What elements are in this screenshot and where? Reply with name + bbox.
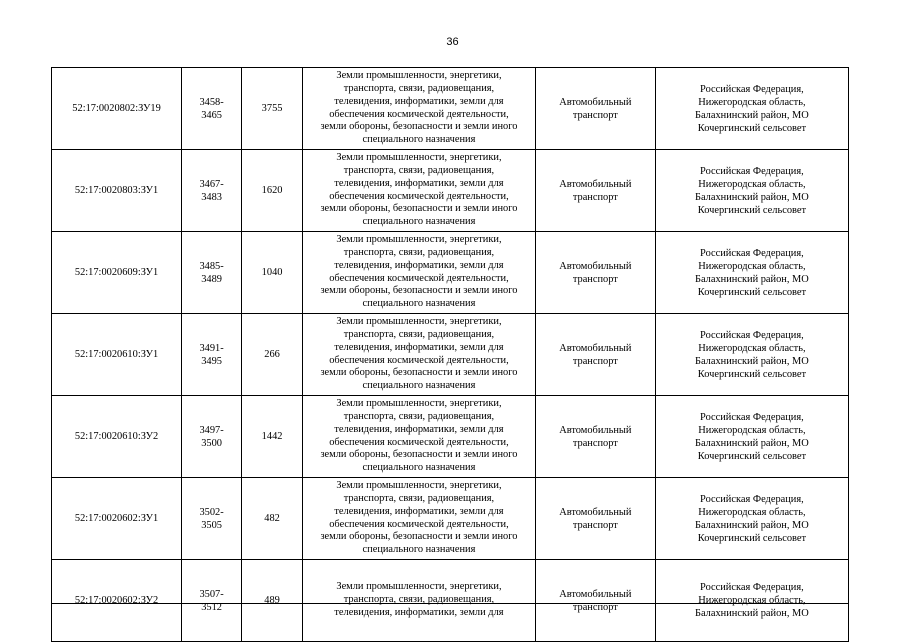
permitted-use-cell-line: Автомобильный [559,178,632,190]
permitted-use-cell-line: Автомобильный [559,588,632,600]
permitted-use-cell-line: транспорт [572,355,618,367]
location-cell-line: Кочергинский сельсовет [697,286,807,298]
permitted-use-cell-line: транспорт [572,519,618,531]
location-cell-line: Нижегородская область, [698,342,806,354]
location-cell-line: Балахнинский район, МО [695,437,809,449]
land-category-cell-line: специального назначения [362,216,476,228]
land-category-cell-line: земли обороны, безопасности и земли иного [320,367,518,379]
location-cell-line: Российская Федерация, [700,247,804,259]
location-cell-line: Нижегородская область, [698,506,806,518]
table-row [52,560,849,642]
table-body [52,68,849,642]
land-category-cell-line: специального назначения [362,298,476,310]
area-cell: 3755 [242,68,303,150]
land-category-cell [303,68,536,150]
land-category-cell-line: телевидения, информатики, земли для [334,606,504,618]
permitted-use-cell-line: транспорт [572,601,618,613]
location-cell [655,478,848,560]
cadastral-number-cell: 52:17:0020610:ЗУ1 [52,314,182,396]
location-cell-line: Кочергинский сельсовет [697,532,807,544]
boundary-points-cell [182,68,242,150]
boundary-points-cell-line: 3465 [201,109,222,121]
boundary-points-cell-line: 3458- [199,96,224,108]
location-cell [655,150,848,232]
location-cell-line: Кочергинский сельсовет [697,368,807,380]
cadastral-number-cell: 52:17:0020610:ЗУ2 [52,396,182,478]
land-category-cell [303,560,536,642]
area-cell: 489 [242,560,303,642]
boundary-points-cell [182,560,242,642]
location-cell [655,68,848,150]
table-row [52,314,849,396]
boundary-points-cell-line: 3489 [201,273,222,285]
boundary-points-cell-line: 3512 [201,601,222,613]
land-category-cell-line: обеспечения космической деятельности, [329,190,509,202]
cadastral-number-cell: 52:17:0020602:ЗУ2 [52,560,182,642]
land-category-cell-line: телевидения, информатики, земли для [334,423,504,435]
cadastral-number-cell: 52:17:0020803:ЗУ1 [52,150,182,232]
boundary-points-cell-line: 3497- [199,424,224,436]
land-category-cell-line: телевидения, информатики, земли для [334,177,504,189]
table-row [52,150,849,232]
cadastral-number-cell: 52:17:0020802:ЗУ19 [52,68,182,150]
location-cell-line: Балахнинский район, МО [695,355,809,367]
permitted-use-cell-line: транспорт [572,109,618,121]
land-category-cell-line: обеспечения космической деятельности, [329,272,509,284]
area-cell: 266 [242,314,303,396]
boundary-points-cell [182,396,242,478]
permitted-use-cell [535,150,655,232]
location-cell-line: Нижегородская область, [698,595,806,606]
boundary-points-cell [182,150,242,232]
cadastral-number-cell: 52:17:0020602:ЗУ1 [52,478,182,560]
land-plots-table-container [51,67,849,619]
location-cell-line: Нижегородская область, [698,96,806,108]
area-cell: 482 [242,478,303,560]
boundary-points-cell-line: 3483 [201,191,222,203]
permitted-use-cell [535,560,655,642]
land-category-cell-line: специального назначения [362,380,476,392]
location-cell-line: Балахнинский район, МО [695,109,809,121]
location-cell [655,396,848,478]
page-number: 36 [446,36,459,48]
land-category-cell [303,396,536,478]
permitted-use-cell [535,478,655,560]
land-category-cell-line: Земли промышленности, энергетики, [336,398,502,410]
land-category-cell-line: транспорта, связи, радиовещания, [343,164,495,176]
permitted-use-cell-line: Автомобильный [559,342,632,354]
land-category-cell-line: обеспечения космической деятельности, [329,108,509,120]
permitted-use-cell [535,68,655,150]
permitted-use-cell-line: транспорт [572,273,618,285]
land-plots-table [51,67,849,642]
boundary-points-cell-line: 3507- [199,588,224,600]
location-cell-line: Российская Федерация, [700,329,804,341]
location-cell-line: Российская Федерация, [700,165,804,177]
permitted-use-cell-line: транспорт [572,191,618,203]
permitted-use-cell [535,314,655,396]
land-category-cell-line: телевидения, информатики, земли для [334,259,504,271]
land-category-cell-line: Земли промышленности, энергетики, [336,480,502,492]
table-row [52,396,849,478]
land-category-cell [303,478,536,560]
boundary-points-cell-line: 3495 [201,355,222,367]
land-category-cell-line: обеспечения космической деятельности, [329,518,509,530]
land-category-cell-line: Земли промышленности, энергетики, [336,70,502,82]
land-category-cell-line: земли обороны, безопасности и земли иного [320,531,518,543]
land-category-cell [303,232,536,314]
land-category-cell-line: телевидения, информатики, земли для [334,341,504,353]
boundary-points-cell-line: 3485- [199,260,224,272]
land-category-cell-line: специального назначения [362,134,476,146]
boundary-points-cell-line: 3502- [199,506,224,518]
land-category-cell-line: обеспечения космической деятельности, [329,436,509,448]
location-cell-line: Балахнинский район, МО [695,519,809,531]
location-cell-line: Балахнинский район, МО [695,273,809,285]
permitted-use-cell-line: транспорт [572,437,618,449]
land-category-cell-line: транспорта, связи, радиовещания, [343,82,495,94]
area-cell: 1040 [242,232,303,314]
permitted-use-cell [535,232,655,314]
location-cell [655,560,848,642]
land-category-cell-line: специального назначения [362,462,476,474]
permitted-use-cell-line: Автомобильный [559,260,632,272]
land-category-cell-line: Земли промышленности, энергетики, [336,152,502,164]
location-cell-line: Кочергинский сельсовет [697,450,807,462]
location-cell-line: Нижегородская область, [698,424,806,436]
land-category-cell-line: специального назначения [362,544,476,556]
permitted-use-cell-line: Автомобильный [559,424,632,436]
location-cell [655,314,848,396]
land-category-cell-line: Земли промышленности, энергетики, [336,581,502,593]
land-category-cell-line: Земли промышленности, энергетики, [336,316,502,328]
boundary-points-cell-line: 3491- [199,342,224,354]
location-cell-line: Кочергинский сельсовет [697,122,807,134]
land-category-cell-line: телевидения, информатики, земли для [334,95,504,107]
location-cell-line: Нижегородская область, [698,178,806,190]
boundary-points-cell-line: 3500 [201,437,222,449]
location-cell [655,232,848,314]
land-category-cell-line: Земли промышленности, энергетики, [336,234,502,246]
permitted-use-cell-line: Автомобильный [559,96,632,108]
land-category-cell-line: земли обороны, безопасности и земли иного [320,285,518,297]
area-cell: 1442 [242,396,303,478]
location-cell-line: Российская Федерация, [700,493,804,505]
table-row [52,68,849,150]
location-cell-line: Нижегородская область, [698,260,806,272]
boundary-points-cell [182,232,242,314]
boundary-points-cell [182,478,242,560]
land-category-cell-line: транспорта, связи, радиовещания, [343,410,495,422]
boundary-points-cell-line: 3467- [199,178,224,190]
cadastral-number-cell: 52:17:0020609:ЗУ1 [52,232,182,314]
permitted-use-cell-line: Автомобильный [559,506,632,518]
permitted-use-cell [535,396,655,478]
land-category-cell-line: транспорта, связи, радиовещания, [343,594,495,606]
land-category-cell-line: земли обороны, безопасности и земли иного [320,121,518,133]
land-category-cell [303,314,536,396]
land-category-cell [303,150,536,232]
land-category-cell-line: транспорта, связи, радиовещания, [343,492,495,504]
land-category-cell-line: транспорта, связи, радиовещания, [343,328,495,340]
location-cell-line: Балахнинский район, МО [695,608,809,619]
table-row [52,478,849,560]
area-cell: 1620 [242,150,303,232]
land-category-cell-line: обеспечения космической деятельности, [329,354,509,366]
location-cell-line: Российская Федерация, [700,582,804,593]
location-cell-line: Балахнинский район, МО [695,191,809,203]
location-cell-line: Российская Федерация, [700,411,804,423]
boundary-points-cell [182,314,242,396]
land-category-cell-line: земли обороны, безопасности и земли иного [320,449,518,461]
boundary-points-cell-line: 3505 [201,519,222,531]
land-category-cell-line: транспорта, связи, радиовещания, [343,246,495,258]
location-cell-line: Кочергинский сельсовет [697,204,807,216]
table-row [52,232,849,314]
land-category-cell-line: телевидения, информатики, земли для [334,505,504,517]
location-cell-line: Российская Федерация, [700,83,804,95]
land-category-cell-line: земли обороны, безопасности и земли иного [320,203,518,215]
